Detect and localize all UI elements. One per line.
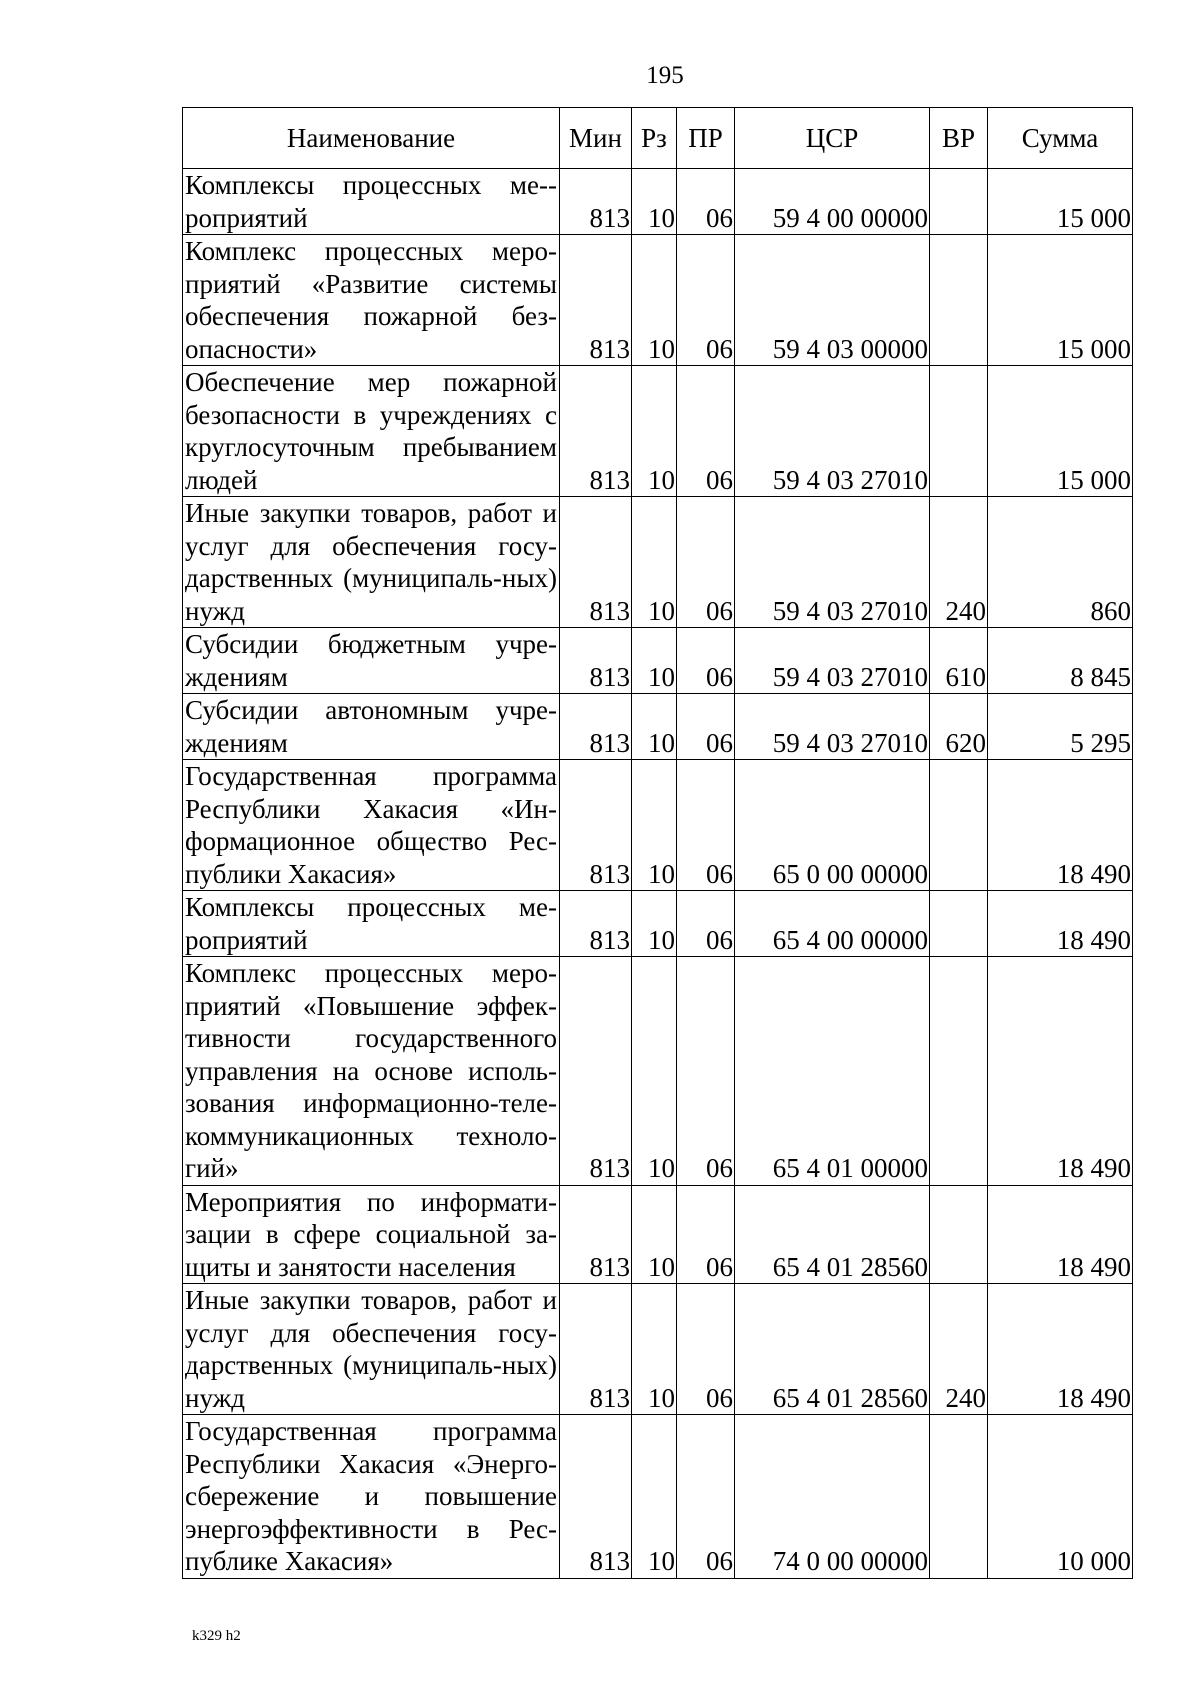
cell-sum: 15 000 [988,235,1133,366]
cell-vr [930,957,988,1186]
cell-name: Комплекс процессных меро-приятий «Развитие системы обеспечения пожарной без-опасности» [183,235,560,366]
cell-rz: 10 [632,235,677,366]
cell-sum: 15 000 [988,366,1133,497]
cell-sum: 10 000 [988,1415,1133,1579]
cell-vr: 610 [930,628,988,694]
cell-csr: 59 4 03 00000 [735,235,930,366]
cell-rz: 10 [632,628,677,694]
page-number: 195 [646,62,684,89]
header-sum: Сумма [988,108,1133,169]
cell-pr: 06 [677,628,735,694]
cell-rz: 10 [632,1185,677,1284]
cell-csr: 59 4 03 27010 [735,366,930,497]
cell-name: Государственная программа Республики Хакасия «Энерго-сбережение и повышение энергоэффективности в Рес-публике Хакасия» [183,1415,560,1579]
cell-csr: 65 0 00 00000 [735,760,930,891]
cell-min: 813 [560,891,632,957]
cell-csr: 59 4 03 27010 [735,497,930,628]
table-row [183,760,1133,891]
cell-name: Субсидии бюджетным учре-ждениям [183,628,560,694]
cell-name: Обеспечение мер пожарной безопасности в учреждениях с круглосуточным пребыванием людей [183,366,560,497]
cell-sum: 15 000 [988,169,1133,235]
cell-min: 813 [560,760,632,891]
header-name: Наименование [183,108,560,169]
cell-rz: 10 [632,366,677,497]
cell-vr [930,169,988,235]
cell-name: Иные закупки товаров, работ и услуг для обеспечения госу-дарственных (муниципаль-ных) нужд [183,1284,560,1415]
cell-vr [930,366,988,497]
header-vr: ВР [930,108,988,169]
table-row [183,1415,1133,1579]
cell-rz: 10 [632,1284,677,1415]
table-row [183,1284,1133,1415]
cell-min: 813 [560,957,632,1186]
cell-pr: 06 [677,694,735,760]
cell-min: 813 [560,497,632,628]
cell-name: Иные закупки товаров, работ и услуг для обеспечения госу-дарственных (муниципаль-ных) нужд [183,497,560,628]
cell-vr: 240 [930,1284,988,1415]
cell-csr: 65 4 01 00000 [735,957,930,1186]
cell-sum: 8 845 [988,628,1133,694]
cell-min: 813 [560,1415,632,1579]
cell-sum: 5 295 [988,694,1133,760]
table-row [183,366,1133,497]
cell-rz: 10 [632,891,677,957]
cell-pr: 06 [677,1185,735,1284]
cell-csr: 65 4 00 00000 [735,891,930,957]
cell-name: Мероприятия по информати-зации в сфере социальной за-щиты и занятости населения [183,1185,560,1284]
cell-vr: 620 [930,694,988,760]
cell-min: 813 [560,694,632,760]
budget-table [182,107,1133,1579]
cell-sum: 18 490 [988,891,1133,957]
cell-min: 813 [560,366,632,497]
cell-rz: 10 [632,694,677,760]
cell-vr [930,235,988,366]
header-pr: ПР [677,108,735,169]
cell-pr: 06 [677,497,735,628]
cell-min: 813 [560,169,632,235]
cell-rz: 10 [632,760,677,891]
cell-vr: 240 [930,497,988,628]
cell-csr: 74 0 00 00000 [735,1415,930,1579]
cell-csr: 59 4 00 00000 [735,169,930,235]
cell-pr: 06 [677,169,735,235]
cell-name: Государственная программа Республики Хакасия «Ин-формационное общество Рес-публики Хакасия» [183,760,560,891]
table-row [183,957,1133,1186]
header-csr: ЦСР [735,108,930,169]
cell-name: Комплекс процессных меро-приятий «Повышение эффек-тивности государственного управления на основе исполь-зования информационно-теле-коммуникационных техноло-гий» [183,957,560,1186]
cell-vr [930,760,988,891]
cell-rz: 10 [632,497,677,628]
footer-code: k329 h2 [192,1628,241,1644]
cell-rz: 10 [632,957,677,1186]
cell-name: Субсидии автономным учре-ждениям [183,694,560,760]
header-min: Мин [560,108,632,169]
cell-sum: 18 490 [988,1284,1133,1415]
cell-vr [930,1415,988,1579]
cell-min: 813 [560,628,632,694]
cell-sum: 860 [988,497,1133,628]
cell-name: Комплексы процессных ме-роприятий [183,891,560,957]
table-row [183,891,1133,957]
cell-csr: 59 4 03 27010 [735,694,930,760]
cell-sum: 18 490 [988,1185,1133,1284]
cell-sum: 18 490 [988,760,1133,891]
cell-pr: 06 [677,957,735,1186]
table-row [183,1185,1133,1284]
cell-pr: 06 [677,760,735,891]
cell-pr: 06 [677,1415,735,1579]
cell-rz: 10 [632,169,677,235]
table-row [183,235,1133,366]
table-row [183,628,1133,694]
cell-min: 813 [560,1185,632,1284]
table-row [183,169,1133,235]
header-rz: Рз [632,108,677,169]
cell-sum: 18 490 [988,957,1133,1186]
cell-csr: 65 4 01 28560 [735,1284,930,1415]
cell-pr: 06 [677,891,735,957]
table-row [183,497,1133,628]
cell-csr: 59 4 03 27010 [735,628,930,694]
table-row [183,694,1133,760]
cell-min: 813 [560,235,632,366]
cell-name: Комплексы процессных ме-роприятий [183,169,560,235]
cell-csr: 65 4 01 28560 [735,1185,930,1284]
cell-min: 813 [560,1284,632,1415]
cell-vr [930,1185,988,1284]
cell-rz: 10 [632,1415,677,1579]
table-header-row [183,108,1133,169]
cell-pr: 06 [677,1284,735,1415]
cell-pr: 06 [677,366,735,497]
cell-vr [930,891,988,957]
cell-pr: 06 [677,235,735,366]
